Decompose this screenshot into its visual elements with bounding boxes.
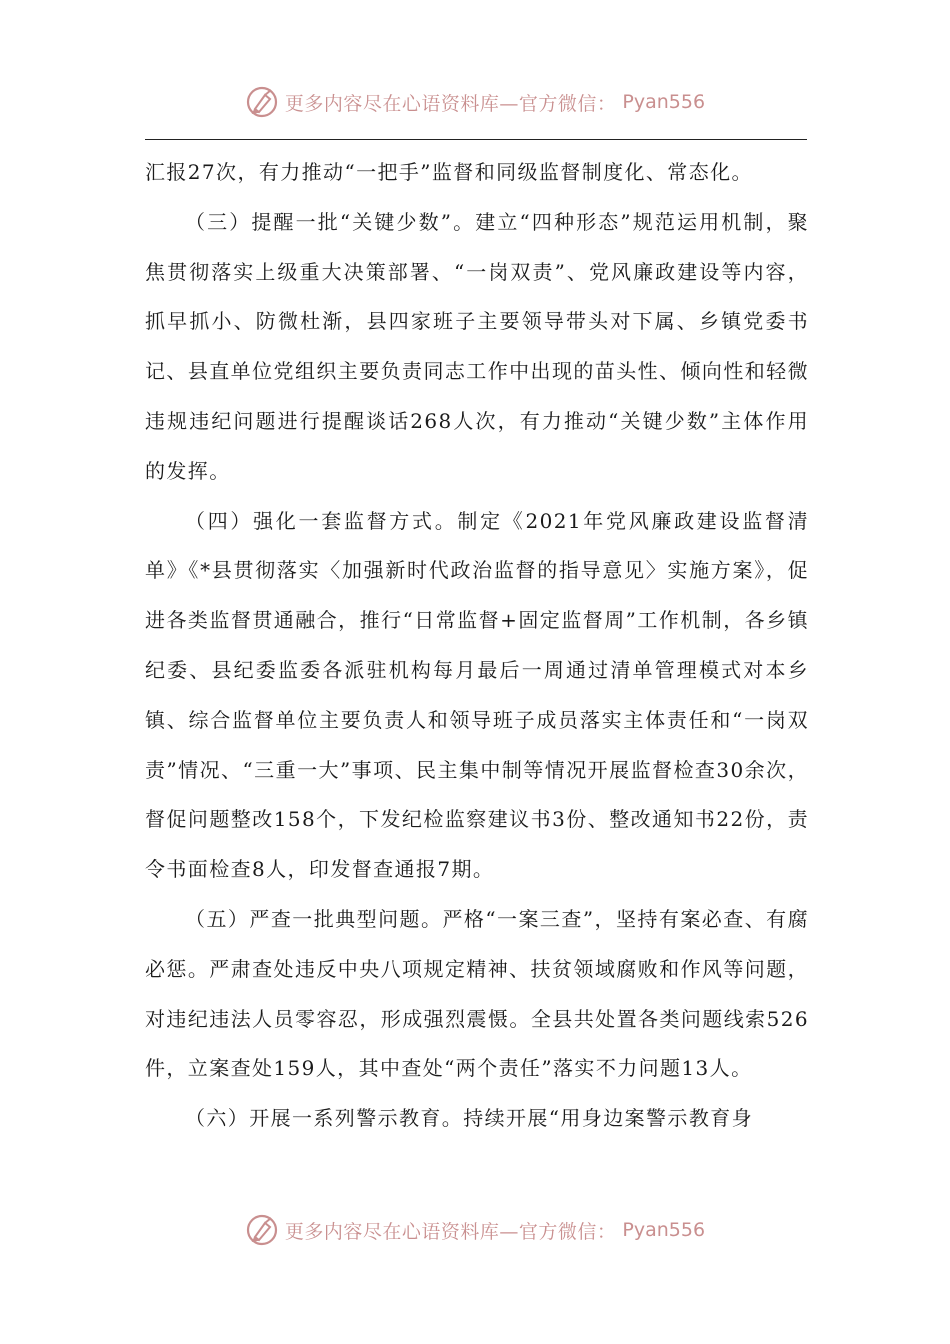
paragraph-section-3: （三）提醒一批“关键少数”。建立“四种形态”规范运用机制，聚焦贯彻落实上级重大决策部署、“一岗双责”、党风廉政建设等内容，抓早抓小、防微杜渐，县四家班子主要领导带头对下属、乡镇党委书记、县直单位党组织主要负责同志工作中出现的苗头性、倾向性和轻微违规违纪问题进行提醒谈话268人次，有力推动“关键少数”主体作用的发挥。: [145, 209, 809, 483]
paragraph-section-6: （六）开展一系列警示教育。持续开展“用身边案警示教育身: [185, 1106, 754, 1131]
header-divider: [145, 139, 807, 140]
header-watermark-banner: [0, 80, 950, 124]
pen-nib-logo-icon: [245, 1213, 279, 1247]
header-banner-wechat-id: Pyan556: [622, 91, 706, 113]
footer-banner-wechat-id: Pyan556: [622, 1219, 706, 1241]
document-body: [145, 148, 809, 1144]
header-banner-text: 更多内容尽在心语资料库—官方微信：: [284, 92, 617, 115]
paragraph-section-4: （四）强化一套监督方式。制定《2021年党风廉政建设监督清单》《*县贯彻落实〈加强新时代政治监督的指导意见〉实施方案》，促进各类监督贯通融合，推行“日常监督+固定监督周”工作机制，各乡镇纪委、县纪委监委各派驻机构每月最后一周通过清单管理模式对本乡镇、综合监督单位主要负责人和领导班子成员落实主体责任和“一岗双责”情况、“三重一大”事项、民主集中制等情况开展监督检查30余次，督促问题整改158个，下发纪检监察建议书3份、整改通知书22份，责令书面检查8人，印发督查通报7期。: [145, 508, 809, 882]
paragraph-continuation: 汇报27次，有力推动“一把手”监督和同级监督制度化、常态化。: [145, 160, 753, 184]
footer-watermark-banner: [0, 1208, 950, 1252]
footer-banner-text: 更多内容尽在心语资料库—官方微信：: [284, 1220, 617, 1243]
pen-nib-logo-icon: [245, 85, 279, 119]
paragraph-section-5: （五）严查一批典型问题。严格“一案三查”，坚持有案必查、有腐必惩。严肃查处违反中央八项规定精神、扶贫领域腐败和作风等问题，对违纪违法人员零容忍，形成强烈震慑。全县共处置各类问题线索526件，立案查处159人，其中查处“两个责任”落实不力问题13人。: [145, 906, 809, 1081]
